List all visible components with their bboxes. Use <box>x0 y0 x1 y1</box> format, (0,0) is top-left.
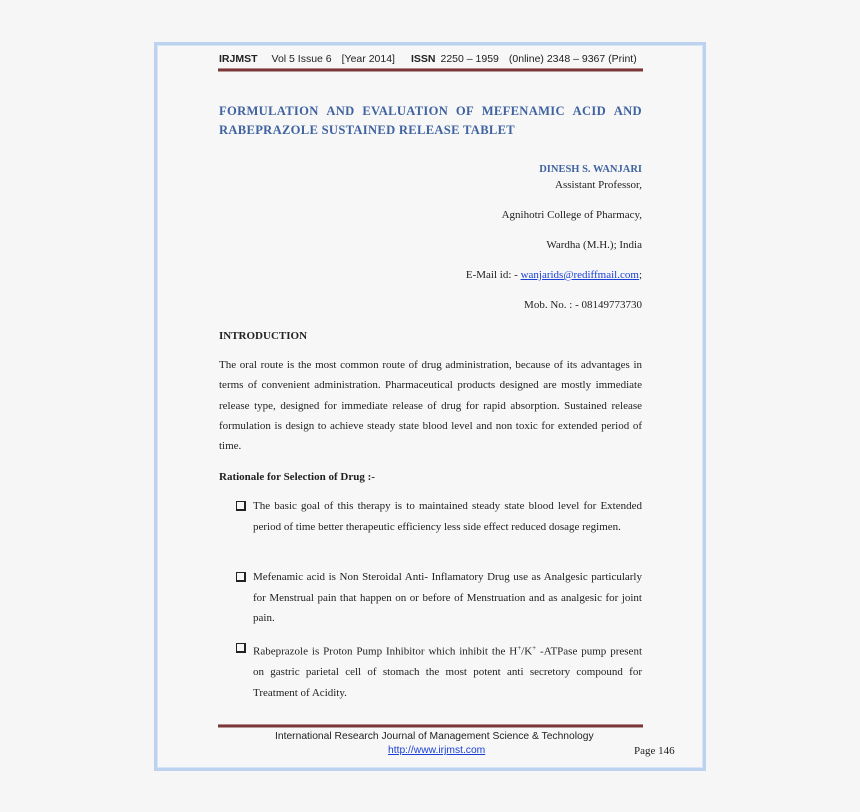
author-location: Wardha (M.H.); India <box>546 239 642 251</box>
year: [Year 2014] <box>341 53 395 65</box>
bullet-item: Mefenamic acid is Non Steroidal Anti- Inflamatory Drug use as Analgesic particularly for Menstrual pain that happen on or before of Menstruation and as analgesic for joint pain. <box>236 567 642 629</box>
checkbox-bullet-icon <box>236 572 246 582</box>
page-number: Page 146 <box>634 745 675 757</box>
issn-print: (0nline) 2348 – 9367 (Print) <box>508 53 637 65</box>
rationale-heading: Rationale for Selection of Drug :- <box>219 471 375 483</box>
checkbox-bullet-icon <box>236 501 246 511</box>
paper-title <box>219 102 642 140</box>
author-position: Assistant Professor, <box>555 179 642 191</box>
issn-online: 2250 – 1959 <box>440 53 499 65</box>
author-institution: Agnihotri College of Pharmacy, <box>501 209 642 221</box>
bullet-item: The basic goal of this therapy is to maintained steady state blood level for Extended period of time better therapeutic efficiency less side effect reduced dosage regimen. <box>236 496 642 537</box>
footer-url-link[interactable]: http://www.irjmst.com <box>388 745 486 756</box>
introduction-paragraph: The oral route is the most common route of drug administration, because of its advantages in terms of convenient administration. Pharmaceutical products designed are mostly immediate release type, designed for immediate release of drug for rapid absorption. Sustained release formulation is design to achieve steady state blood level and non toxic for extended period of time. <box>219 359 642 453</box>
email-link[interactable]: wanjarids@rediffmail.com <box>520 269 639 281</box>
running-header <box>219 53 643 65</box>
introduction-heading: INTRODUCTION <box>219 330 308 342</box>
title-line-2: RABEPRAZOLE SUSTAINED RELEASE TABLET <box>219 123 515 137</box>
journal-abbrev: IRJMST <box>219 53 258 65</box>
checkbox-bullet-icon <box>236 643 246 653</box>
bullet-item: Rabeprazole is Proton Pump Inhibitor which inhibit the H+/K+ -ATPase pump present on gastric parietal cell of stomach the most potent anti secretory compound for Treatment of Acidity. <box>236 638 642 703</box>
author-mobile: Mob. No. : - 08149773730 <box>524 299 642 311</box>
author-email: E-Mail id: - wanjarids@rediffmail.com; <box>465 269 642 281</box>
author-name: DINESH S. WANJARI <box>539 164 642 175</box>
title-line-1: FORMULATION AND EVALUATION OF MEFENAMIC ACID AND <box>219 104 642 118</box>
footer-rule <box>218 724 643 728</box>
header-rule <box>218 68 643 72</box>
volume: Vol 5 Issue 6 <box>271 53 332 65</box>
issn-label: ISSN <box>410 53 436 65</box>
footer-journal-name: International Research Journal of Management Science & Technology <box>275 731 594 742</box>
